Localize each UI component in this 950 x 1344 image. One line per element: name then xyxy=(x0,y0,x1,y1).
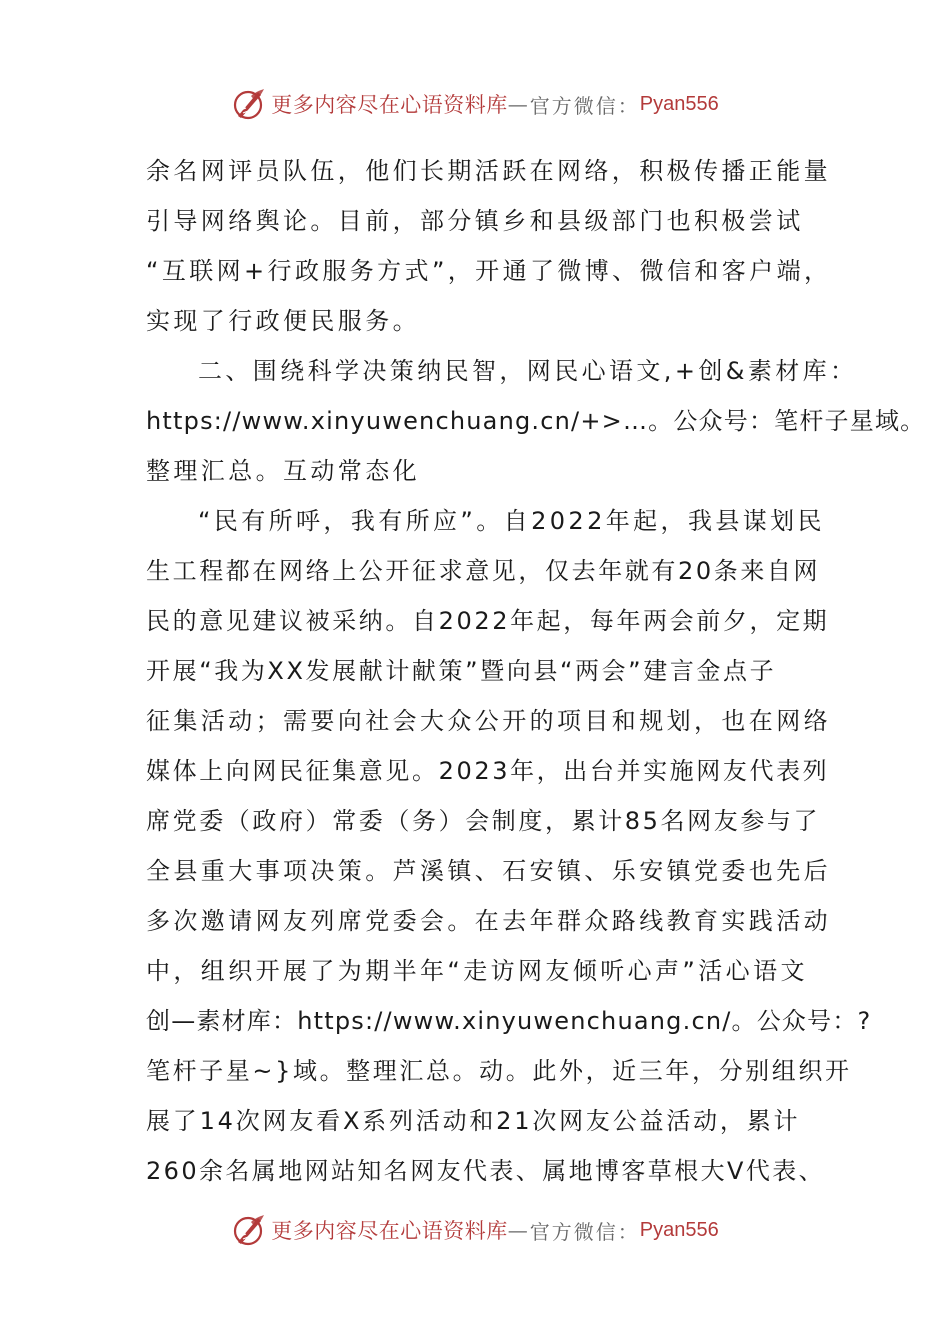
banner-wechat-id: Pyan556 xyxy=(639,1218,719,1241)
quill-pen-logo-icon xyxy=(231,1212,267,1248)
text-line: https://www.xinyuwenchuang.cn/+>…。公众号：笔杆子星域。 xyxy=(146,407,926,435)
banner-brand-text: 更多内容尽在心语资料库 xyxy=(271,1219,508,1243)
text-line: 余名网评员队伍，他们长期活跃在网络，积极传播正能量 xyxy=(146,157,831,185)
banner-brand-text: 更多内容尽在心语资料库 xyxy=(271,93,508,117)
document-body xyxy=(146,146,926,1196)
text-line: 整理汇总。互动常态化 xyxy=(146,457,420,485)
text-line: “民有所呼，我有所应”。自2022年起，我县谋划民 xyxy=(198,507,825,535)
banner-dash: — xyxy=(507,92,530,116)
text-line: 创—素材库：https://www.xinyuwenchuang.cn/。公众号：? xyxy=(146,1007,872,1035)
text-line: 全县重大事项决策。芦溪镇、石安镇、乐安镇党委也先后 xyxy=(146,857,831,885)
text-line: 笔杆子星~}域。整理汇总。动。此外，近三年，分别组织开 xyxy=(146,1057,852,1085)
footer-banner xyxy=(0,1208,950,1252)
banner-official-label: 官方微信： xyxy=(529,93,640,118)
banner-dash: — xyxy=(507,1218,530,1242)
text-line: 媒体上向网民征集意见。2023年，出台并实施网友代表列 xyxy=(146,757,830,785)
text-line: 展了14次网友看X系列活动和21次网友公益活动，累计 xyxy=(146,1107,801,1135)
text-line: 引导网络舆论。目前，部分镇乡和县级部门也积极尝试 xyxy=(146,207,804,235)
text-line: 多次邀请网友列席党委会。在去年群众路线教育实践活动 xyxy=(146,907,831,935)
banner-wechat-id: Pyan556 xyxy=(639,92,719,115)
text-line: 中，组织开展了为期半年“走访网友倾听心声”活心语文 xyxy=(146,957,808,985)
text-line: 开展“我为XX发展献计献策”暨向县“两会”建言金点子 xyxy=(146,657,777,685)
banner-official-label: 官方微信： xyxy=(529,1219,640,1244)
text-line: 征集活动；需要向社会大众公开的项目和规划，也在网络 xyxy=(146,707,831,735)
text-line: 民的意见建议被采纳。自2022年起，每年两会前夕，定期 xyxy=(146,607,830,635)
text-line: 实现了行政便民服务。 xyxy=(146,307,420,335)
text-line: 生工程都在网络上公开征求意见，仅去年就有20条来自网 xyxy=(146,557,821,585)
header-banner xyxy=(0,82,950,126)
text-line: 260余名属地网站知名网友代表、属地博客草根大V代表、 xyxy=(146,1157,826,1185)
quill-pen-logo-icon xyxy=(231,86,267,122)
text-line: 席党委（政府）常委（务）会制度，累计85名网友参与了 xyxy=(146,807,821,835)
text-line: “互联网+行政服务方式”，开通了微博、微信和客户端， xyxy=(146,257,832,285)
section-heading-line: 二、围绕科学决策纳民智，网民心语文,+创&素材库： xyxy=(198,357,858,385)
